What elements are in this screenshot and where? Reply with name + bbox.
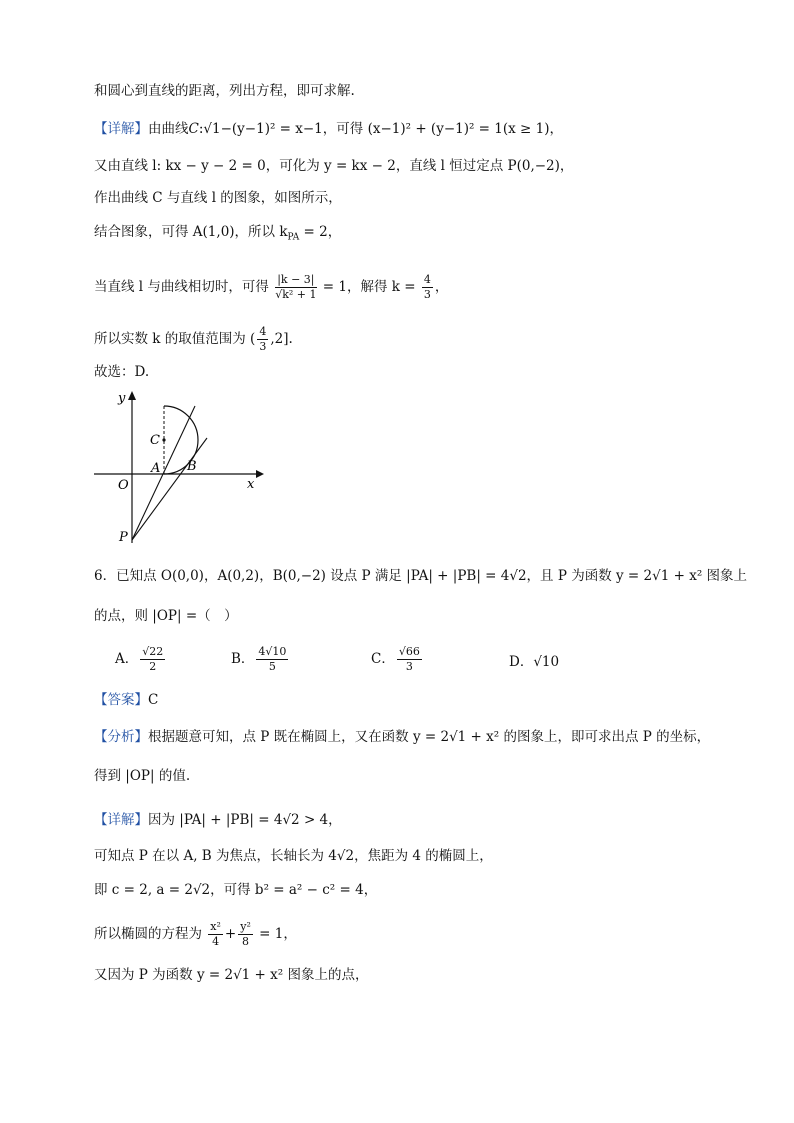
origin-label: O: [118, 478, 129, 493]
line-tangent: [132, 438, 207, 540]
detail-line-5: 又因为 P 为函数 y = 2√1 + x² 图象上的点，: [94, 967, 369, 983]
analysis-line-1: 【分析】根据题意可知，点 P 既在椭圆上，又在函数 y = 2√1 + x² 的图象上，即可求出点 P 的坐标，: [94, 729, 711, 745]
question-line-2: 的点，则 |OP| =（ ）: [94, 608, 238, 624]
point-b-label: B: [187, 459, 197, 474]
detail-tag-2: 【详解】: [94, 812, 148, 828]
detail-line-4: 所以椭圆的方程为 $\frac{\text{x²}}{4}$ + $\frac{\text{y²}}{8}$ = 1，: [94, 920, 297, 948]
answer-tag: 【答案】: [94, 692, 148, 708]
detail-line-1: 【详解】因为 |PA| + |PB| = 4√2 > 4，: [94, 812, 342, 828]
text-line-4: 作出曲线 C 与直线 l 的图象，如图所示，: [94, 190, 342, 206]
analysis-line-2: 得到 |OP| 的值.: [94, 768, 191, 784]
point-a-label: A: [151, 461, 161, 476]
option-c: C． $\frac{√66}{3}$: [371, 645, 420, 673]
geometry-figure: [94, 388, 269, 548]
option-d: D．√10: [509, 654, 560, 670]
x-label: x: [247, 477, 255, 492]
detail-line-2: 可知点 P 在以 A, B 为焦点，长轴长为 4√2，焦距为 4 的椭圆上，: [94, 848, 493, 864]
detail-tag: 【详解】: [94, 121, 148, 137]
analysis-tag: 【分析】: [94, 729, 148, 745]
point-p-label: P: [119, 530, 128, 545]
text-line-5: 结合图象，可得 A(1,0)，所以 $k_{PA} = 2$，: [94, 224, 342, 243]
option-a: A． $\frac{√22}{2}$: [115, 645, 164, 673]
point-c-label: C: [150, 433, 160, 448]
y-axis-arrow-icon: [128, 391, 136, 400]
x-axis-arrow-icon: [256, 470, 264, 478]
text-line-6: 当直线 l 与曲线相切时，可得 $\frac{|k - 3|}{\text{√k² + 1}}$ = 1，解得 k = $\frac{4}{3}$ ，: [94, 273, 449, 301]
text-line-2: 【详解】由曲线C:√1−(y−1)² = x−1，可得 (x−1)² + (y−1)² = 1(x ≥ 1)，: [94, 121, 564, 137]
text-line-7: 所以实数 k 的取值范围为 ( $\frac{4}{3}$ ,2].: [94, 325, 293, 353]
fraction: $\frac{4}{3}$: [423, 273, 431, 301]
text-line-8: 故选：D.: [94, 364, 150, 380]
answer-line: 【答案】C: [94, 692, 159, 708]
fraction: $\frac{|k - 3|}{\text{√k² + 1}}$: [275, 273, 317, 301]
option-b: B． $\frac{4√10}{5}$: [231, 645, 287, 673]
center-point: [162, 438, 165, 441]
fraction: $\frac{4}{3}$: [259, 325, 267, 353]
text-line-1: 和圆心到直线的距离，列出方程，即可求解.: [94, 83, 355, 99]
y-label: y: [118, 391, 126, 406]
text-line-3: 又由直线 l: kx − y − 2 = 0，可化为 y = kx − 2，直线 l 恒过定点 P(0,−2)，: [94, 158, 574, 174]
question-line-1: 6．已知点 O(0,0)，A(0,2)，B(0,−2) 设点 P 满足 |PA| + |PB| = 4√2，且 P 为函数 y = 2√1 + x² 图象上: [94, 568, 748, 584]
detail-line-3: 即 c = 2, a = 2√2，可得 b² = a² − c² = 4，: [94, 882, 378, 898]
